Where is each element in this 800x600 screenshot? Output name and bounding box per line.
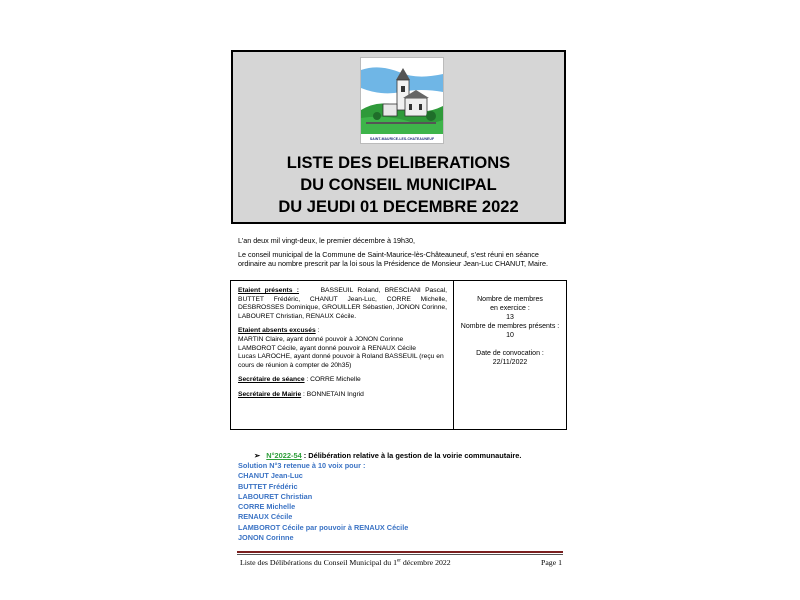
arrow-bullet-icon: ➢ xyxy=(254,451,261,460)
absent-line: LAMBOROT Cécile, ayant donné pouvoir à RENAUX Cécile xyxy=(238,344,416,352)
absent-label: Etaient absents excusés xyxy=(238,327,316,335)
mairie-label: Secrétaire de Mairie xyxy=(238,390,302,398)
list-item: JONON Corinne xyxy=(238,533,294,543)
intro-date-line: L’an deux mil vingt-deux, le premier décembre à 19h30, xyxy=(238,236,415,245)
title-line-3: DU JEUDI 01 DECEMBRE 2022 xyxy=(278,198,519,216)
members-present: 10 xyxy=(506,332,514,339)
header-box xyxy=(231,50,566,224)
logo-caption: SAINT-MAURICE-LES-CHATEAUNEUF xyxy=(369,137,435,141)
list-item: BUTTET Frédéric xyxy=(238,481,298,491)
page-number: Page 1 xyxy=(541,558,563,567)
absent-line: MARTIN Claire, ayant donné pouvoir à JONON Corinne xyxy=(238,335,404,343)
list-item: LAMBOROT Cécile par pouvoir à RENAUX Cécile xyxy=(238,522,409,532)
members-in-office: 13 xyxy=(506,314,514,321)
intro-paragraph xyxy=(238,250,568,268)
list-item: CORRE Michelle xyxy=(238,502,296,512)
footer-rule-thin xyxy=(237,554,563,555)
title-line-1: LISTE DES DELIBERATIONS xyxy=(286,154,511,172)
intro-line-b: ordinaire au nombre prescrit par la loi sous la Présidence de Monsieur Jean-Luc CHANUT, Maire. xyxy=(238,259,548,268)
mairie-secretary xyxy=(238,391,447,400)
list-item: RENAUX Cécile xyxy=(238,512,293,522)
vote-header: Solution N°3 retenue à 10 voix pour : xyxy=(238,461,366,470)
vote-result xyxy=(238,461,408,543)
town-logo xyxy=(360,57,444,144)
absent-members: Etaient absents excusés : MARTIN Claire, ayant donné pouvoir à JONON Corinne LAMBOROT Cécile, ayant donné pouvoir à RENAUX Cécile Lucas LAROCHE, ayant donné pouvoir à Roland BASSEUIL (reçu en cours de réunion à compter de 20h35) xyxy=(238,327,447,370)
footer-caption: Liste des Délibérations du Conseil Municipal du 1er décembre 2022 xyxy=(240,558,451,567)
deliberation-text: : Délibération relative à la gestion de la voirie communautaire. xyxy=(301,451,522,460)
footer-rule xyxy=(237,551,563,553)
secretary-name: : CORRE Michelle xyxy=(304,376,361,384)
deliberation-number: N°2022-54 xyxy=(266,451,302,460)
deliberation-heading xyxy=(254,451,521,460)
mairie-name: : BONNETAIN Ingrid xyxy=(301,390,364,398)
present-names: BASSEUIL Roland, BRESCIANI Pascal, BUTTET Frédéric, CHANUT Jean-Luc, CORRE Michelle, DESBROSSES Dominique, GROUILLER Sébastien, JONON Corinne, LABOURET Christian, RENAUX Cécile. xyxy=(238,287,448,320)
attendance-table xyxy=(230,280,567,430)
members-cell: Nombre de membres en exercice : 13 Nombre de membres présents : 10 Date de convocation : 22/11/2022 xyxy=(454,281,566,443)
secretary-label: Secrétaire de séance xyxy=(238,376,305,384)
convocation-date: 22/11/2022 xyxy=(492,359,528,366)
present-members xyxy=(238,287,447,321)
intro-line-a: Le conseil municipal de la Commune de Saint-Maurice-lès-Châteauneuf, s’est réuni en séance xyxy=(238,250,539,259)
title-line-2: DU CONSEIL MUNICIPAL xyxy=(300,176,497,194)
absent-line: Lucas LAROCHE, ayant donné pouvoir à Roland BASSEUIL (reçu en cours de réunion à compter de 20h35) xyxy=(238,353,444,369)
document-title xyxy=(233,152,564,218)
church-illustration xyxy=(361,58,443,136)
session-secretary xyxy=(238,376,447,385)
list-item: LABOURET Christian xyxy=(238,491,313,501)
attendance-cell xyxy=(231,281,454,429)
list-item: CHANUT Jean-Luc xyxy=(238,471,303,481)
present-label: Etaient présents : xyxy=(238,287,300,294)
